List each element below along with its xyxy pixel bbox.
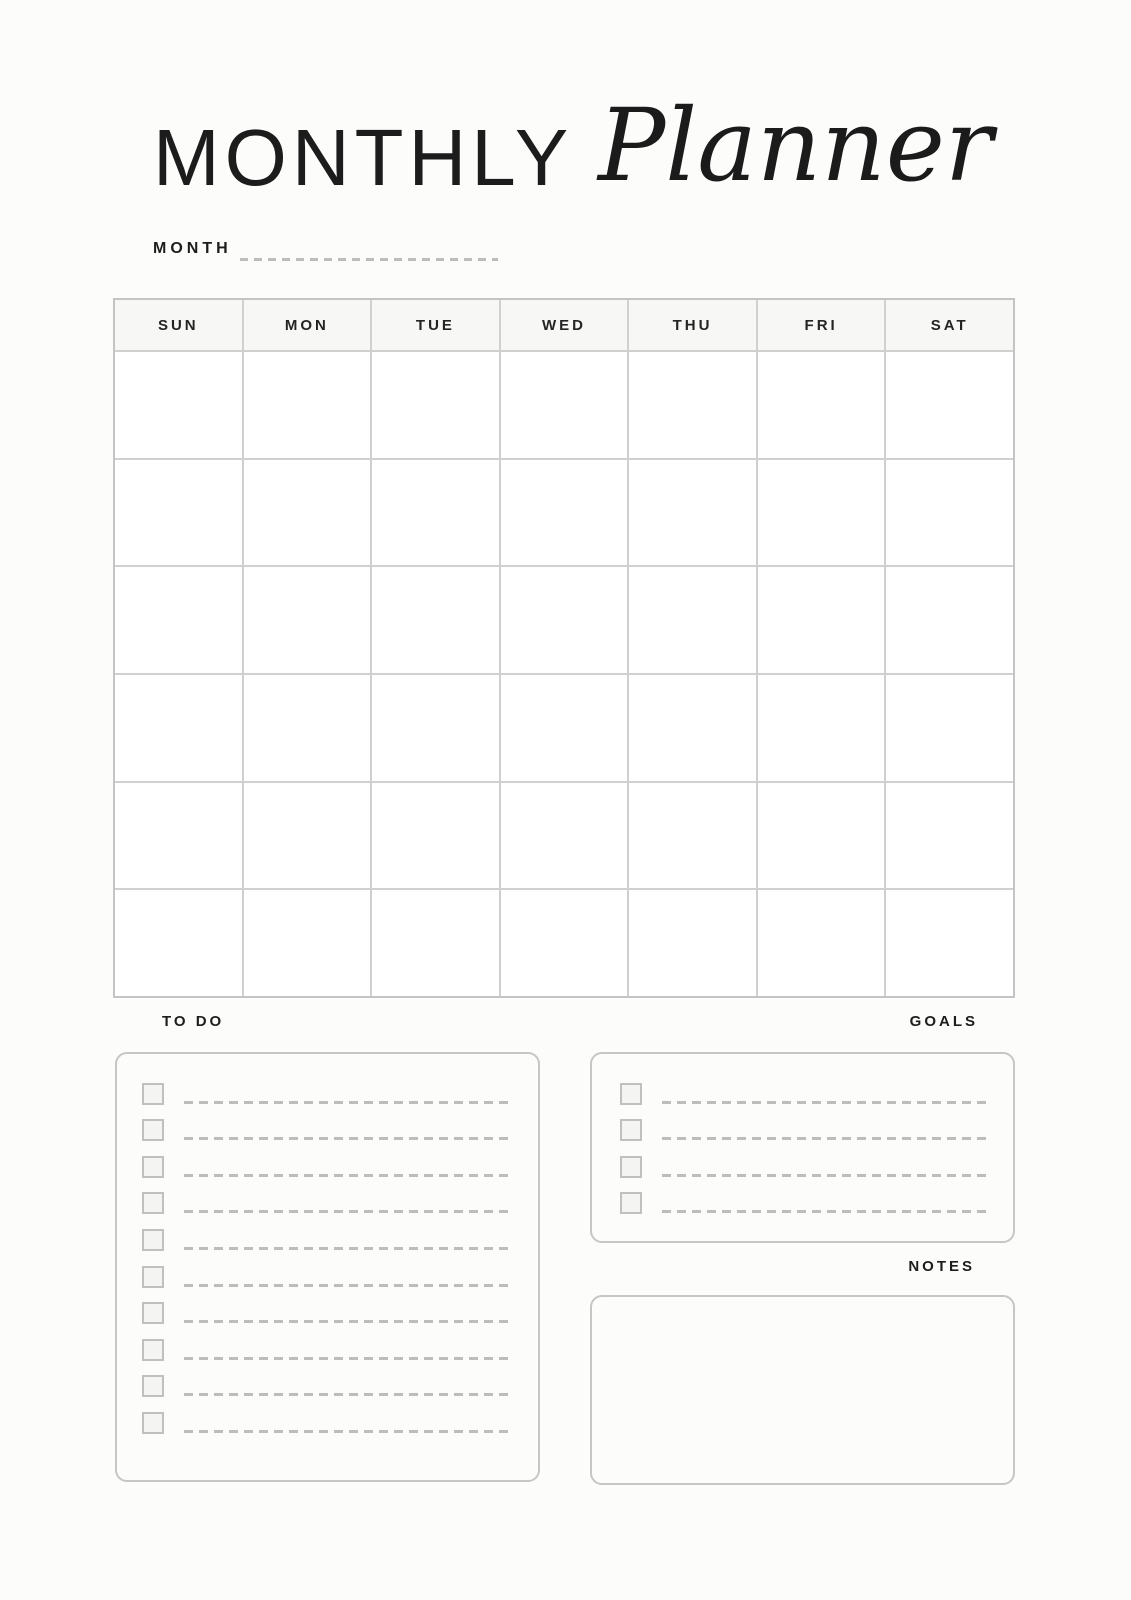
calendar-cell[interactable] [244,460,371,566]
todo-input-line[interactable] [184,1320,510,1323]
todo-checkbox[interactable] [142,1302,164,1324]
calendar-cell[interactable] [501,675,628,781]
goals-label: GOALS [909,1013,978,1030]
goal-checkbox[interactable] [620,1156,642,1178]
calendar-day-header-mon: MON [244,300,371,350]
calendar-cell[interactable] [501,890,628,996]
todo-input-line[interactable] [184,1284,510,1287]
calendar-cell[interactable] [115,675,242,781]
calendar-cell[interactable] [372,352,499,458]
goal-checkbox[interactable] [620,1119,642,1141]
goal-checkbox[interactable] [620,1192,642,1214]
todo-row [142,1141,510,1178]
todo-checkbox[interactable] [142,1266,164,1288]
calendar-day-header-sun: SUN [115,300,242,350]
calendar-cell[interactable] [501,460,628,566]
todo-row [142,1251,510,1288]
todo-input-line[interactable] [184,1174,510,1177]
calendar-cell[interactable] [372,675,499,781]
calendar-day-header-sat: SAT [886,300,1013,350]
calendar-cell[interactable] [501,567,628,673]
calendar-cell[interactable] [115,890,242,996]
goal-row [620,1068,986,1105]
todo-input-line[interactable] [184,1393,510,1396]
calendar-cell[interactable] [115,567,242,673]
todo-input-line[interactable] [184,1137,510,1140]
goal-checkbox[interactable] [620,1083,642,1105]
goal-input-line[interactable] [662,1174,986,1177]
calendar-cell[interactable] [372,567,499,673]
goal-input-line[interactable] [662,1137,986,1140]
page-title-script: Planner [598,87,993,204]
notes-box[interactable] [590,1295,1015,1485]
page-title-main: MONTHLY [153,113,574,202]
goal-input-line[interactable] [662,1101,986,1104]
calendar-day-header-wed: WED [501,300,628,350]
notes-label: NOTES [908,1258,975,1275]
calendar-cell[interactable] [629,567,756,673]
calendar-cell[interactable] [372,890,499,996]
goals-box [590,1052,1015,1243]
calendar-cell[interactable] [758,783,885,889]
todo-row [142,1324,510,1361]
todo-row [142,1068,510,1105]
calendar-cell[interactable] [115,460,242,566]
calendar-cell[interactable] [629,675,756,781]
todo-row [142,1105,510,1142]
todo-checkbox[interactable] [142,1412,164,1434]
calendar-cell[interactable] [115,352,242,458]
todo-box [115,1052,540,1482]
calendar [113,298,1015,998]
calendar-cell[interactable] [244,783,371,889]
calendar-cell[interactable] [501,783,628,889]
todo-row [142,1397,510,1434]
calendar-cell[interactable] [758,567,885,673]
calendar-cell[interactable] [629,783,756,889]
todo-checkbox[interactable] [142,1229,164,1251]
todo-input-line[interactable] [184,1357,510,1360]
month-label: MONTH [153,240,232,257]
calendar-day-header-thu: THU [629,300,756,350]
calendar-cell[interactable] [501,352,628,458]
todo-input-line[interactable] [184,1101,510,1104]
calendar-cell[interactable] [886,675,1013,781]
todo-checkbox[interactable] [142,1156,164,1178]
calendar-cell[interactable] [886,567,1013,673]
goal-row [620,1105,986,1142]
todo-checkbox[interactable] [142,1375,164,1397]
calendar-cell[interactable] [244,890,371,996]
calendar-cell[interactable] [758,675,885,781]
calendar-cell[interactable] [244,675,371,781]
calendar-cell[interactable] [886,890,1013,996]
todo-checkbox[interactable] [142,1192,164,1214]
calendar-cell[interactable] [758,352,885,458]
calendar-cell[interactable] [115,783,242,889]
calendar-cell[interactable] [244,567,371,673]
todo-checkbox[interactable] [142,1339,164,1361]
goal-input-line[interactable] [662,1210,986,1213]
calendar-day-header-tue: TUE [372,300,499,350]
calendar-cell[interactable] [629,460,756,566]
todo-input-line[interactable] [184,1430,510,1433]
calendar-cell[interactable] [758,460,885,566]
calendar-cell[interactable] [372,460,499,566]
todo-checkbox[interactable] [142,1119,164,1141]
todo-input-line[interactable] [184,1210,510,1213]
calendar-cell[interactable] [372,783,499,889]
todo-row [142,1288,510,1325]
todo-row [142,1214,510,1251]
todo-row [142,1178,510,1215]
goal-row [620,1178,986,1215]
calendar-cell[interactable] [886,783,1013,889]
month-input-line[interactable] [240,258,498,261]
calendar-cell[interactable] [629,890,756,996]
todo-label: TO DO [162,1013,225,1030]
calendar-cell[interactable] [886,460,1013,566]
calendar-cell[interactable] [629,352,756,458]
todo-row [142,1361,510,1398]
calendar-cell[interactable] [758,890,885,996]
goal-row [620,1141,986,1178]
calendar-cell[interactable] [886,352,1013,458]
todo-checkbox[interactable] [142,1083,164,1105]
todo-input-line[interactable] [184,1247,510,1250]
calendar-day-header-fri: FRI [758,300,885,350]
calendar-cell[interactable] [244,352,371,458]
